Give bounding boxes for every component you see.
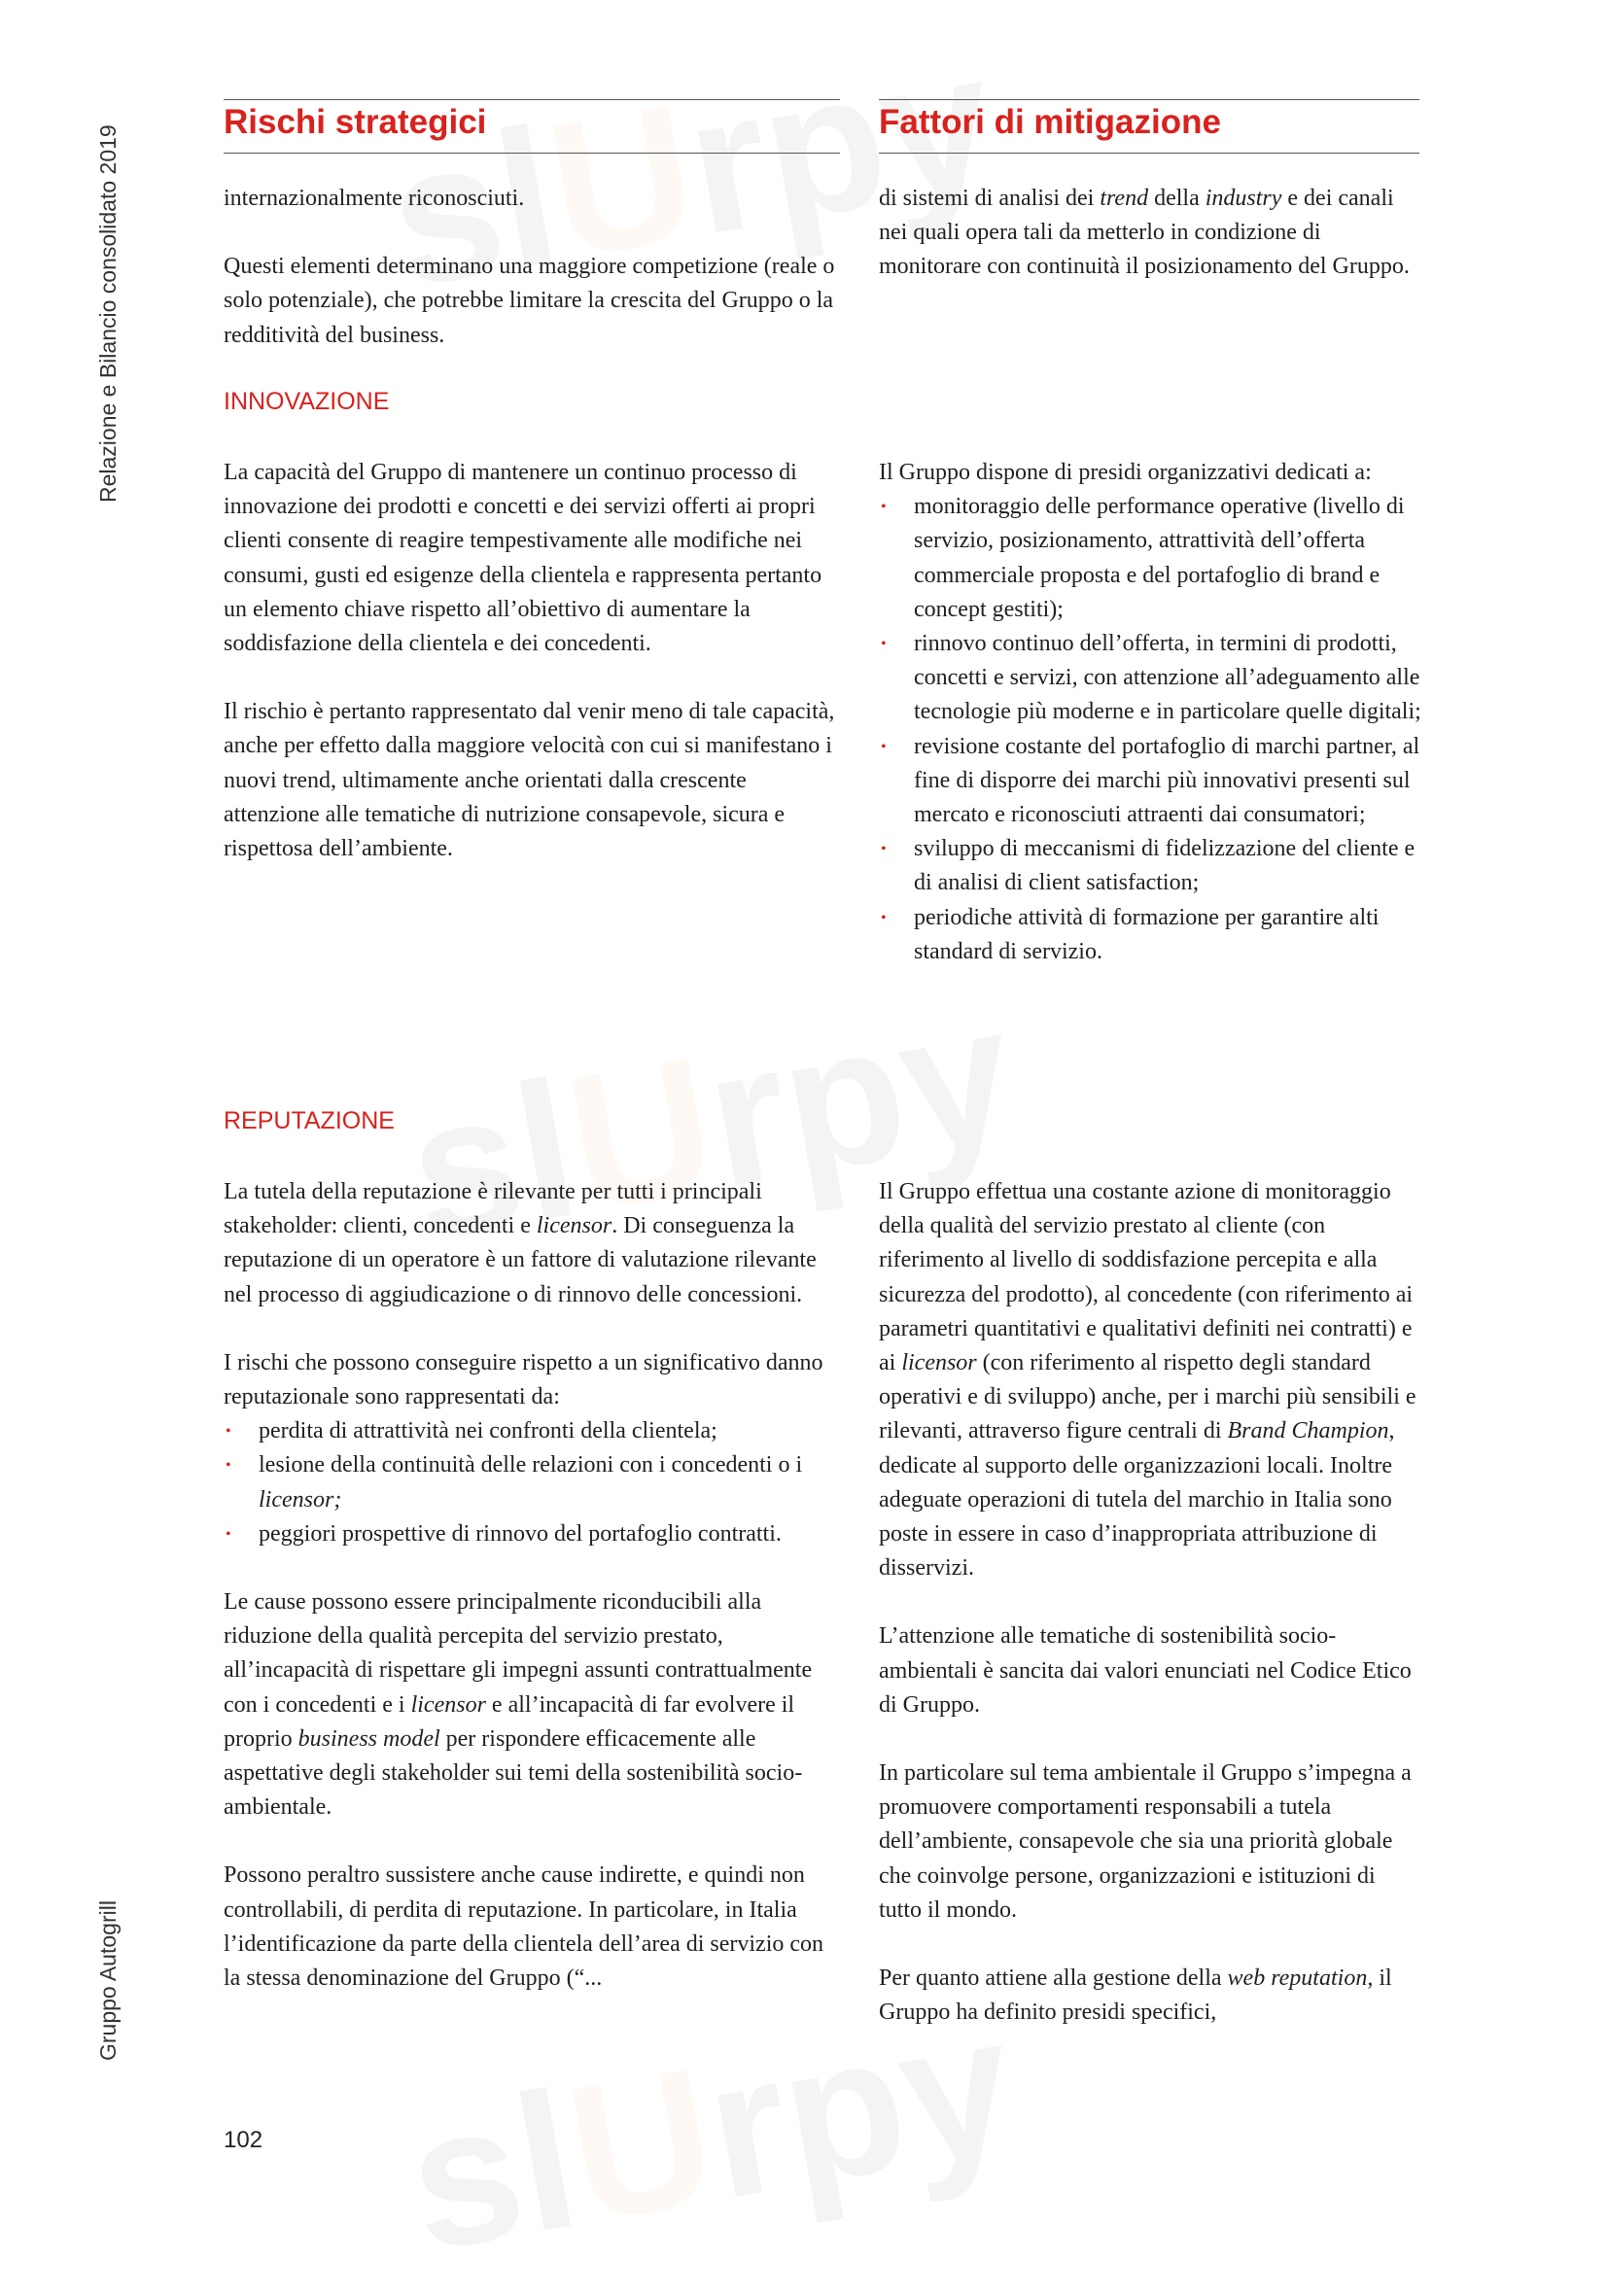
list-item-text: lesione della continuità delle relazioni con i concedenti o i [259,1452,803,1478]
list-item-text: rinnovo continuo dell’offerta, in termini di prodotti, concetti e servizi, con attenzione all’adeguamento alle tecnologie più moderne e in particolare quelle digitali; [914,631,1421,725]
report-title-vertical: Relazione e Bilancio consolidato 2019 [95,124,121,503]
right-heading-bottom-rule [879,153,1419,154]
innovazione-left-paragraph-1: La capacità del Gruppo di mantenere un continuo processo di innovazione dei prodotti e concetti e dei servizi offerti ai propri clienti consente di reagire tempestivamente alle modifiche nei consumi, gusti ed esigenze della clientela e rappresenta pertanto un elemento chiave rispetto all’obiettivo di aumentare la soddisfazione della clientela e dei concedenti. [224,460,822,657]
reputazione-right-paragraph-3: In particolare sul tema ambientale il Gruppo s’impegna a promuovere comportamenti responsabili a tutela dell’ambiente, consapevole che sia una priorità globale che coinvolge persone, organizzazioni e istituzioni di tutto il mondo. [879,1760,1412,1923]
heading-rischi-strategici: Rischi strategici [224,103,487,141]
text-run-italic: industry [1205,186,1282,211]
text-run: per rispondere efficacemente alle aspettative degli stakeholder sui temi della sostenibilità socio-ambientale. [224,1725,803,1821]
innovazione-mitigation-list [879,490,1423,969]
list-item-text: monitoraggio delle performance operative (livello di servizio, posizionamento, attrattività dell’offerta commerciale proposta e del portafoglio di brand e concept gestiti); [914,494,1405,622]
reputazione-risk-list [224,1414,846,1551]
section-title-reputazione: REPUTAZIONE [224,1107,395,1134]
text-run-italic: licensor [536,1213,612,1239]
list-item-text: perdita di attrattività nei confronti della clientela; [259,1418,717,1444]
intro-right-paragraph-1 [879,182,1423,285]
innovazione-left-paragraph-2: Il rischio è pertanto rappresentato dal venir meno di tale capacità, anche per effetto dalla maggiore velocità con cui si manifestano i nuovi trend, ultimamente anche orientati dalla crescente attenzione alle tematiche di nutrizione consapevole, sicura e rispettosa dell’ambiente. [224,699,835,862]
heading-fattori-mitigazione: Fattori di mitigazione [879,103,1221,141]
bullet-icon: • [226,1457,231,1475]
intro-right-column [879,182,1423,285]
left-heading-bottom-rule [224,153,840,154]
text-run: Per quanto attiene alla gestione della [879,1966,1228,1992]
text-run: , il Gruppo ha definito presidi specifici, [879,1966,1392,2026]
list-item-text: revisione costante del portafoglio di marchi partner, al fine di disporre dei marchi più innovativi presenti sul mercato e riconosciuti attraenti dai consumatori; [914,733,1420,828]
list-item-text: periodiche attività di formazione per garantire alti standard di servizio. [914,904,1380,964]
reputazione-right-paragraph-2: L’attenzione alle tematiche di sostenibilità socio-ambientali è sancita dai valori enunciati nel Codice Etico di Gruppo. [879,1623,1412,1718]
bullet-icon: • [881,738,887,755]
page-number: 102 [224,2127,263,2153]
text-run-italic: web reputation [1227,1966,1368,1992]
list-item [879,901,1423,969]
section-title-innovazione: INNOVAZIONE [224,388,390,415]
innovazione-right-intro: Il Gruppo dispone di presidi organizzativi dedicati a: [879,460,1372,485]
text-run: della [1148,186,1206,211]
text-run-italic: trend [1100,186,1149,211]
reputazione-left-paragraph-3 [224,1585,846,1825]
bullet-icon: • [881,909,887,926]
list-item [224,1448,846,1516]
text-run: e all’incapacità di far evolvere il proprio [224,1691,795,1752]
text-run: Il Gruppo effettua una costante azione di monitoraggio della qualità del servizio prestato al cliente (con riferimento al livello di soddisfazione percepita e alla sicurezza del prodotto), al concedente (con riferimento ai parametri quantitativi e qualitativi definiti nei contratti) e ai [879,1179,1414,1376]
bullet-icon: • [226,1423,231,1441]
list-item [224,1414,846,1448]
right-heading-top-rule [879,99,1419,100]
intro-left-paragraph-1: internazionalmente riconosciuti. [224,186,525,211]
reputazione-right-paragraph-1 [879,1175,1423,1585]
text-run: e dei canali nei quali opera tali da metterlo in condizione di monitorare con continuità il posizionamento del Gruppo. [879,186,1410,280]
reputazione-left-paragraph-1 [224,1175,846,1312]
left-heading-top-rule [224,99,840,100]
text-run-italic: licensor [901,1350,977,1376]
text-run: di sistemi di analisi dei [879,186,1101,211]
company-name-vertical: Gruppo Autogrill [95,1900,121,2061]
text-run-italic: licensor [410,1691,486,1718]
text-run: Le cause possono essere principalmente riconducibili alla riduzione della qualità percepita del servizio prestato, all’incapacità di rispettare gli impegni assunti contrattualmente con i concedenti e i [224,1589,813,1718]
text-run-italic: licensor; [259,1486,342,1513]
list-item-text: peggiori prospettive di rinnovo del portafoglio contratti. [259,1520,782,1547]
innovazione-right-column [879,456,1423,969]
text-run-italic: Brand Champion [1227,1418,1389,1444]
bullet-icon: • [226,1525,231,1543]
text-run: . Di conseguenza la reputazione di un operatore è un fattore di valutazione rilevante nel processo di aggiudicazione o di rinnovo delle concessioni. [224,1213,817,1307]
list-item-text: sviluppo di meccanismi di fidelizzazione del cliente e di analisi di client satisfaction; [914,836,1416,896]
innovazione-left-column [224,456,846,866]
bullet-icon: • [881,499,887,516]
list-item [879,730,1423,833]
reputazione-left-paragraph-4: Possono peraltro sussistere anche cause indirette, e quindi non controllabili, di perdita di reputazione. In particolare, in Italia l’identificazione da parte della clientela dell’area di servizio con la stessa denominazione del Gruppo (“... [224,1862,824,1992]
reputazione-right-paragraph-4 [879,1962,1423,2030]
bullet-icon: • [881,841,887,858]
text-run-italic: business model [297,1725,440,1752]
bullet-icon: • [881,636,887,653]
intro-left-column [224,182,846,353]
intro-left-paragraph-2: Questi elementi determinano una maggiore competizione (reale o solo potenziale), che potrebbe limitare la crescita del Gruppo o la redditività del business. [224,254,835,348]
text-run: , dedicate al supporto delle organizzazioni locali. Inoltre adeguate operazioni di tutela del marchio in Italia sono poste in essere in caso d’inappropriata attribuzione di disservizi. [879,1418,1395,1582]
list-item [879,627,1423,730]
list-item [224,1517,846,1551]
reputazione-left-column [224,1175,846,1996]
list-item [879,490,1423,627]
text-run: La tutela della reputazione è rilevante per tutti i principali stakeholder: clienti, concedenti e [224,1179,762,1239]
reputazione-right-column [879,1175,1423,2030]
text-run: (con riferimento al rispetto degli standard operativi e di sviluppo) anche, per i marchi più sensibili e rilevanti, attraverso figure centrali di [879,1350,1416,1444]
reputazione-left-paragraph-2: I rischi che possono conseguire rispetto a un significativo danno reputazionale sono rappresentati da: [224,1349,823,1410]
list-item [879,832,1423,900]
